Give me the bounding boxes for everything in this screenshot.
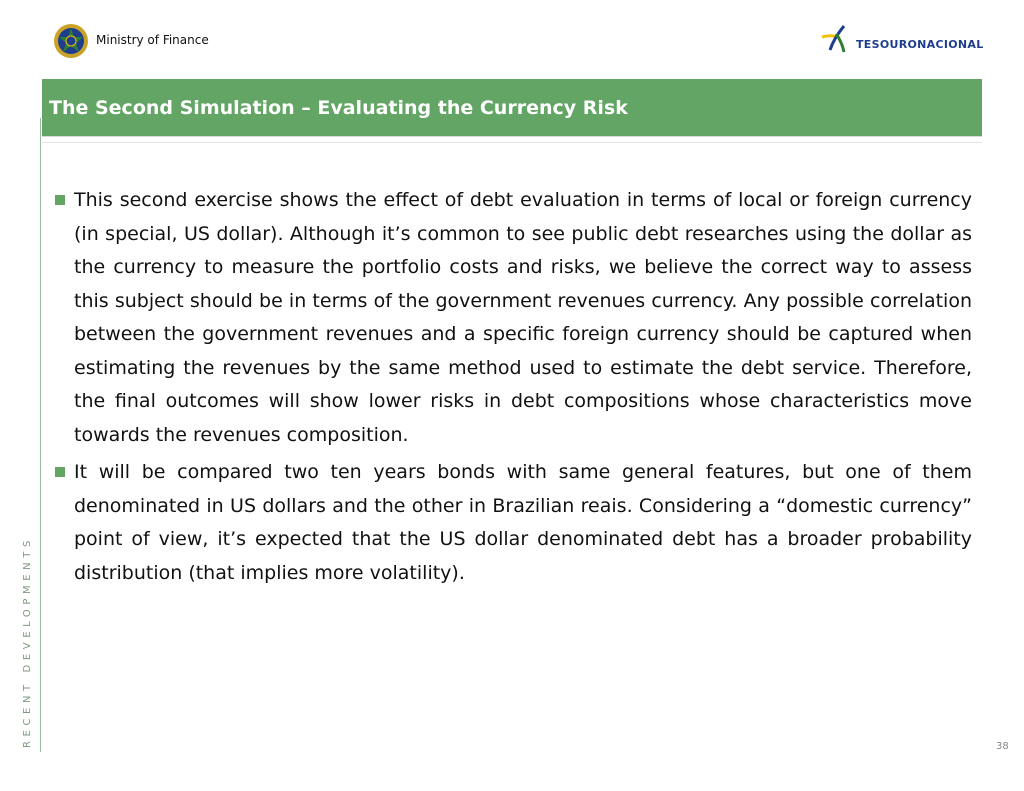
brazil-coat-of-arms-icon	[52, 22, 90, 60]
bullet-item	[52, 456, 972, 590]
title-bar	[42, 79, 982, 137]
tesouro-star-icon	[818, 20, 858, 60]
slide-title: The Second Simulation – Evaluating the Currency Risk	[49, 97, 628, 119]
bullet-text: It will be compared two ten years bonds with same general features, but one of them denominated in US dollars and the other in Brazilian reais. Considering a “domestic currency” point of view, it’s expected that the US dollar denominated debt has a broader probability distribution (that implies more volatility).	[74, 461, 972, 584]
square-bullet-icon	[55, 195, 65, 205]
bullet-item	[52, 184, 972, 452]
tesouro-nacional-logo	[818, 20, 984, 60]
title-divider	[42, 142, 982, 143]
page-number: 38	[996, 741, 1009, 752]
logo-nacional: NACIONAL	[917, 38, 984, 51]
bullet-list	[52, 184, 972, 594]
side-label: RECENT DEVELOPMENTS	[22, 536, 33, 748]
square-bullet-icon	[55, 467, 65, 477]
ministry-label: Ministry of Finance	[96, 33, 209, 47]
bullet-text: This second exercise shows the effect of debt evaluation in terms of local or foreign currency (in special, US dollar). Although it’s common to see public debt researches using the dollar as the currency to measure the portfolio costs and risks, we believe the correct way to assess this subject should be in terms of the government revenues currency. Any possible correlation between the government revenues and a specific foreign currency should be captured when estimating the revenues by the same method used to estimate the debt service. Therefore, the final outcomes will show lower risks in debt compositions whose characteristics move towards the revenues composition.	[74, 189, 972, 446]
logo-tesouro: TESOURO	[856, 38, 918, 51]
side-rule	[40, 118, 41, 752]
